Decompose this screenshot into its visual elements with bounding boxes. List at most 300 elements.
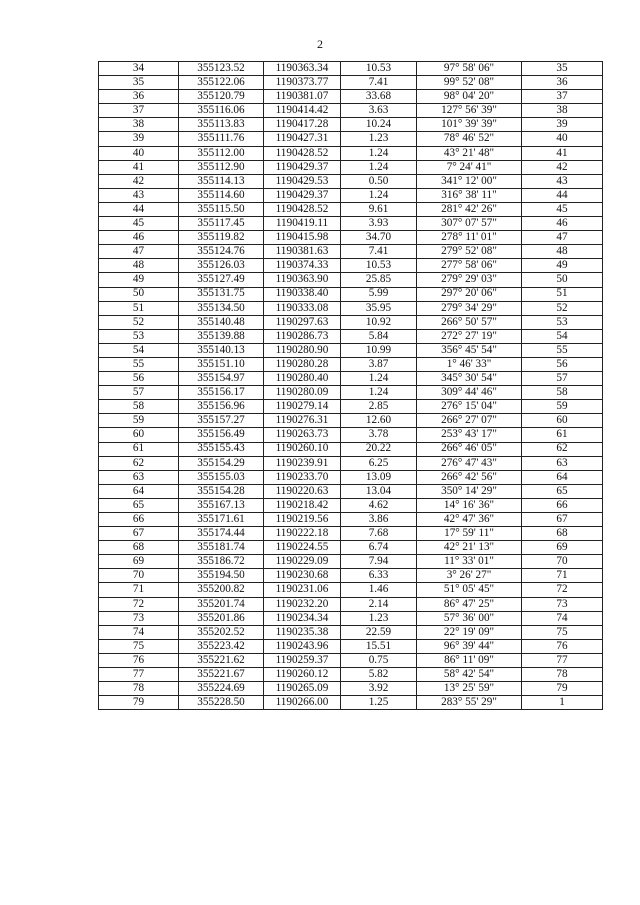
table-row (99, 498, 603, 512)
point-number-cell: 65 (99, 498, 179, 512)
y-coordinate-cell: 1190373.77 (264, 76, 341, 90)
next-point-number-cell: 78 (522, 668, 603, 682)
next-point-number-cell: 43 (522, 174, 603, 188)
next-point-number-cell: 67 (522, 513, 603, 527)
next-point-number-cell: 38 (522, 104, 603, 118)
table-row (99, 372, 603, 386)
y-coordinate-cell: 1190218.42 (264, 498, 341, 512)
next-point-number-cell: 35 (522, 62, 603, 76)
distance-cell: 0.50 (341, 174, 417, 188)
next-point-number-cell: 64 (522, 470, 603, 484)
x-coordinate-cell: 355124.76 (179, 245, 264, 259)
bearing-cell: 101° 39' 39" (417, 118, 522, 132)
next-point-number-cell: 60 (522, 414, 603, 428)
table-row (99, 569, 603, 583)
x-coordinate-cell: 355156.17 (179, 386, 264, 400)
y-coordinate-cell: 1190230.68 (264, 569, 341, 583)
distance-cell: 22.59 (341, 625, 417, 639)
x-coordinate-cell: 355126.03 (179, 259, 264, 273)
next-point-number-cell: 42 (522, 160, 603, 174)
y-coordinate-cell: 1190222.18 (264, 527, 341, 541)
table-row (99, 484, 603, 498)
distance-cell: 3.87 (341, 357, 417, 371)
bearing-cell: 266° 50' 57" (417, 315, 522, 329)
y-coordinate-cell: 1190286.73 (264, 329, 341, 343)
point-number-cell: 49 (99, 273, 179, 287)
point-number-cell: 75 (99, 639, 179, 653)
distance-cell: 3.93 (341, 217, 417, 231)
table-row (99, 442, 603, 456)
next-point-number-cell: 51 (522, 287, 603, 301)
x-coordinate-cell: 355120.79 (179, 90, 264, 104)
bearing-cell: 51° 05' 45" (417, 583, 522, 597)
point-number-cell: 38 (99, 118, 179, 132)
table-row (99, 245, 603, 259)
distance-cell: 10.53 (341, 259, 417, 273)
coordinates-table-body (99, 62, 603, 710)
y-coordinate-cell: 1190414.42 (264, 104, 341, 118)
next-point-number-cell: 55 (522, 343, 603, 357)
x-coordinate-cell: 355140.48 (179, 315, 264, 329)
point-number-cell: 40 (99, 146, 179, 160)
y-coordinate-cell: 1190428.52 (264, 146, 341, 160)
point-number-cell: 71 (99, 583, 179, 597)
y-coordinate-cell: 1190280.09 (264, 386, 341, 400)
bearing-cell: 11° 33' 01" (417, 555, 522, 569)
x-coordinate-cell: 355186.72 (179, 555, 264, 569)
point-number-cell: 57 (99, 386, 179, 400)
distance-cell: 1.24 (341, 188, 417, 202)
next-point-number-cell: 47 (522, 231, 603, 245)
point-number-cell: 63 (99, 470, 179, 484)
distance-cell: 7.68 (341, 527, 417, 541)
x-coordinate-cell: 355194.50 (179, 569, 264, 583)
point-number-cell: 46 (99, 231, 179, 245)
table-row (99, 513, 603, 527)
y-coordinate-cell: 1190280.28 (264, 357, 341, 371)
next-point-number-cell: 68 (522, 527, 603, 541)
distance-cell: 2.14 (341, 597, 417, 611)
table-row (99, 287, 603, 301)
bearing-cell: 253° 43' 17" (417, 428, 522, 442)
table-row (99, 456, 603, 470)
next-point-number-cell: 49 (522, 259, 603, 273)
x-coordinate-cell: 355228.50 (179, 696, 264, 710)
next-point-number-cell: 62 (522, 442, 603, 456)
bearing-cell: 279° 52' 08" (417, 245, 522, 259)
next-point-number-cell: 65 (522, 484, 603, 498)
bearing-cell: 1° 46' 33" (417, 357, 522, 371)
next-point-number-cell: 44 (522, 188, 603, 202)
table-row (99, 202, 603, 216)
bearing-cell: 276° 47' 43" (417, 456, 522, 470)
bearing-cell: 97° 58' 06" (417, 62, 522, 76)
distance-cell: 10.92 (341, 315, 417, 329)
table-row (99, 386, 603, 400)
table-row (99, 76, 603, 90)
x-coordinate-cell: 355123.52 (179, 62, 264, 76)
y-coordinate-cell: 1190260.12 (264, 668, 341, 682)
point-number-cell: 51 (99, 301, 179, 315)
point-number-cell: 39 (99, 132, 179, 146)
coordinates-table (98, 61, 603, 710)
table-row (99, 132, 603, 146)
table-row (99, 315, 603, 329)
bearing-cell: 276° 15' 04" (417, 400, 522, 414)
y-coordinate-cell: 1190415.98 (264, 231, 341, 245)
distance-cell: 7.41 (341, 245, 417, 259)
next-point-number-cell: 50 (522, 273, 603, 287)
x-coordinate-cell: 355114.60 (179, 188, 264, 202)
bearing-cell: 279° 29' 03" (417, 273, 522, 287)
point-number-cell: 69 (99, 555, 179, 569)
bearing-cell: 42° 47' 36" (417, 513, 522, 527)
point-number-cell: 73 (99, 611, 179, 625)
bearing-cell: 57° 36' 00" (417, 611, 522, 625)
y-coordinate-cell: 1190381.07 (264, 90, 341, 104)
y-coordinate-cell: 1190239.91 (264, 456, 341, 470)
y-coordinate-cell: 1190260.10 (264, 442, 341, 456)
distance-cell: 20.22 (341, 442, 417, 456)
table-row (99, 329, 603, 343)
distance-cell: 1.46 (341, 583, 417, 597)
distance-cell: 7.41 (341, 76, 417, 90)
table-row (99, 259, 603, 273)
table-row (99, 414, 603, 428)
table-row (99, 231, 603, 245)
distance-cell: 3.63 (341, 104, 417, 118)
next-point-number-cell: 59 (522, 400, 603, 414)
y-coordinate-cell: 1190266.00 (264, 696, 341, 710)
x-coordinate-cell: 355224.69 (179, 682, 264, 696)
point-number-cell: 54 (99, 343, 179, 357)
distance-cell: 5.82 (341, 668, 417, 682)
next-point-number-cell: 53 (522, 315, 603, 329)
point-number-cell: 37 (99, 104, 179, 118)
x-coordinate-cell: 355221.62 (179, 653, 264, 667)
point-number-cell: 41 (99, 160, 179, 174)
table-row (99, 357, 603, 371)
y-coordinate-cell: 1190235.38 (264, 625, 341, 639)
distance-cell: 3.78 (341, 428, 417, 442)
y-coordinate-cell: 1190429.37 (264, 188, 341, 202)
bearing-cell: 43° 21' 48" (417, 146, 522, 160)
bearing-cell: 356° 45' 54" (417, 343, 522, 357)
bearing-cell: 98° 04' 20" (417, 90, 522, 104)
distance-cell: 1.24 (341, 160, 417, 174)
x-coordinate-cell: 355221.67 (179, 668, 264, 682)
next-point-number-cell: 46 (522, 217, 603, 231)
y-coordinate-cell: 1190259.37 (264, 653, 341, 667)
table-row (99, 653, 603, 667)
point-number-cell: 72 (99, 597, 179, 611)
point-number-cell: 42 (99, 174, 179, 188)
distance-cell: 5.84 (341, 329, 417, 343)
y-coordinate-cell: 1190338.40 (264, 287, 341, 301)
y-coordinate-cell: 1190220.63 (264, 484, 341, 498)
bearing-cell: 3° 26' 27" (417, 569, 522, 583)
next-point-number-cell: 73 (522, 597, 603, 611)
point-number-cell: 43 (99, 188, 179, 202)
x-coordinate-cell: 355112.90 (179, 160, 264, 174)
table-row (99, 696, 603, 710)
table-row (99, 62, 603, 76)
distance-cell: 12.60 (341, 414, 417, 428)
point-number-cell: 56 (99, 372, 179, 386)
next-point-number-cell: 61 (522, 428, 603, 442)
distance-cell: 1.24 (341, 146, 417, 160)
point-number-cell: 47 (99, 245, 179, 259)
next-point-number-cell: 36 (522, 76, 603, 90)
x-coordinate-cell: 355154.29 (179, 456, 264, 470)
next-point-number-cell: 72 (522, 583, 603, 597)
table-row (99, 583, 603, 597)
next-point-number-cell: 52 (522, 301, 603, 315)
y-coordinate-cell: 1190219.56 (264, 513, 341, 527)
bearing-cell: 22° 19' 09" (417, 625, 522, 639)
bearing-cell: 127° 56' 39" (417, 104, 522, 118)
distance-cell: 3.86 (341, 513, 417, 527)
next-point-number-cell: 70 (522, 555, 603, 569)
point-number-cell: 44 (99, 202, 179, 216)
bearing-cell: 350° 14' 29" (417, 484, 522, 498)
y-coordinate-cell: 1190229.09 (264, 555, 341, 569)
next-point-number-cell: 66 (522, 498, 603, 512)
bearing-cell: 283° 55' 29" (417, 696, 522, 710)
bearing-cell: 297° 20' 06" (417, 287, 522, 301)
point-number-cell: 74 (99, 625, 179, 639)
x-coordinate-cell: 355156.96 (179, 400, 264, 414)
point-number-cell: 66 (99, 513, 179, 527)
x-coordinate-cell: 355201.74 (179, 597, 264, 611)
x-coordinate-cell: 355114.13 (179, 174, 264, 188)
y-coordinate-cell: 1190428.52 (264, 202, 341, 216)
distance-cell: 35.95 (341, 301, 417, 315)
x-coordinate-cell: 355122.06 (179, 76, 264, 90)
table-row (99, 639, 603, 653)
bearing-cell: 266° 46' 05" (417, 442, 522, 456)
point-number-cell: 61 (99, 442, 179, 456)
x-coordinate-cell: 355127.49 (179, 273, 264, 287)
table-row (99, 118, 603, 132)
distance-cell: 6.33 (341, 569, 417, 583)
bearing-cell: 281° 42' 26" (417, 202, 522, 216)
y-coordinate-cell: 1190417.28 (264, 118, 341, 132)
bearing-cell: 316° 38' 11" (417, 188, 522, 202)
distance-cell: 3.92 (341, 682, 417, 696)
x-coordinate-cell: 355116.06 (179, 104, 264, 118)
point-number-cell: 64 (99, 484, 179, 498)
distance-cell: 15.51 (341, 639, 417, 653)
table-row (99, 682, 603, 696)
bearing-cell: 7° 24' 41" (417, 160, 522, 174)
distance-cell: 25.85 (341, 273, 417, 287)
point-number-cell: 45 (99, 217, 179, 231)
x-coordinate-cell: 355111.76 (179, 132, 264, 146)
next-point-number-cell: 71 (522, 569, 603, 583)
y-coordinate-cell: 1190363.90 (264, 273, 341, 287)
y-coordinate-cell: 1190224.55 (264, 541, 341, 555)
next-point-number-cell: 39 (522, 118, 603, 132)
distance-cell: 4.62 (341, 498, 417, 512)
y-coordinate-cell: 1190429.37 (264, 160, 341, 174)
table-row (99, 400, 603, 414)
bearing-cell: 345° 30' 54" (417, 372, 522, 386)
table-row (99, 668, 603, 682)
point-number-cell: 50 (99, 287, 179, 301)
table-row (99, 217, 603, 231)
point-number-cell: 70 (99, 569, 179, 583)
table-row (99, 160, 603, 174)
distance-cell: 6.74 (341, 541, 417, 555)
y-coordinate-cell: 1190280.90 (264, 343, 341, 357)
x-coordinate-cell: 355156.49 (179, 428, 264, 442)
next-point-number-cell: 45 (522, 202, 603, 216)
table-row (99, 90, 603, 104)
x-coordinate-cell: 355202.52 (179, 625, 264, 639)
distance-cell: 6.25 (341, 456, 417, 470)
bearing-cell: 277° 58' 06" (417, 259, 522, 273)
distance-cell: 1.23 (341, 132, 417, 146)
y-coordinate-cell: 1190427.31 (264, 132, 341, 146)
next-point-number-cell: 75 (522, 625, 603, 639)
x-coordinate-cell: 355154.97 (179, 372, 264, 386)
x-coordinate-cell: 355112.00 (179, 146, 264, 160)
distance-cell: 7.94 (341, 555, 417, 569)
next-point-number-cell: 41 (522, 146, 603, 160)
next-point-number-cell: 58 (522, 386, 603, 400)
y-coordinate-cell: 1190231.06 (264, 583, 341, 597)
x-coordinate-cell: 355155.43 (179, 442, 264, 456)
bearing-cell: 272° 27' 19" (417, 329, 522, 343)
x-coordinate-cell: 355140.13 (179, 343, 264, 357)
y-coordinate-cell: 1190243.96 (264, 639, 341, 653)
next-point-number-cell: 76 (522, 639, 603, 653)
distance-cell: 1.25 (341, 696, 417, 710)
distance-cell: 10.24 (341, 118, 417, 132)
table-row (99, 625, 603, 639)
y-coordinate-cell: 1190276.31 (264, 414, 341, 428)
x-coordinate-cell: 355157.27 (179, 414, 264, 428)
x-coordinate-cell: 355139.88 (179, 329, 264, 343)
point-number-cell: 53 (99, 329, 179, 343)
bearing-cell: 96° 39' 44" (417, 639, 522, 653)
distance-cell: 13.09 (341, 470, 417, 484)
next-point-number-cell: 54 (522, 329, 603, 343)
x-coordinate-cell: 355115.50 (179, 202, 264, 216)
bearing-cell: 13° 25' 59" (417, 682, 522, 696)
y-coordinate-cell: 1190234.34 (264, 611, 341, 625)
x-coordinate-cell: 355131.75 (179, 287, 264, 301)
table-row (99, 541, 603, 555)
point-number-cell: 68 (99, 541, 179, 555)
table-row (99, 611, 603, 625)
y-coordinate-cell: 1190419.11 (264, 217, 341, 231)
x-coordinate-cell: 355119.82 (179, 231, 264, 245)
bearing-cell: 266° 27' 07" (417, 414, 522, 428)
bearing-cell: 278° 11' 01" (417, 231, 522, 245)
next-point-number-cell: 37 (522, 90, 603, 104)
point-number-cell: 67 (99, 527, 179, 541)
bearing-cell: 86° 11' 09" (417, 653, 522, 667)
table-row (99, 428, 603, 442)
next-point-number-cell: 1 (522, 696, 603, 710)
point-number-cell: 34 (99, 62, 179, 76)
bearing-cell: 42° 21' 13" (417, 541, 522, 555)
table-row (99, 188, 603, 202)
table-row (99, 146, 603, 160)
x-coordinate-cell: 355134.50 (179, 301, 264, 315)
next-point-number-cell: 48 (522, 245, 603, 259)
x-coordinate-cell: 355171.61 (179, 513, 264, 527)
bearing-cell: 309° 44' 46" (417, 386, 522, 400)
table-row (99, 470, 603, 484)
y-coordinate-cell: 1190374.33 (264, 259, 341, 273)
distance-cell: 2.85 (341, 400, 417, 414)
next-point-number-cell: 74 (522, 611, 603, 625)
point-number-cell: 62 (99, 456, 179, 470)
next-point-number-cell: 79 (522, 682, 603, 696)
distance-cell: 0.75 (341, 653, 417, 667)
distance-cell: 1.23 (341, 611, 417, 625)
table-row (99, 527, 603, 541)
table-row (99, 104, 603, 118)
x-coordinate-cell: 355155.03 (179, 470, 264, 484)
y-coordinate-cell: 1190265.09 (264, 682, 341, 696)
distance-cell: 34.70 (341, 231, 417, 245)
bearing-cell: 78° 46' 52" (417, 132, 522, 146)
y-coordinate-cell: 1190279.14 (264, 400, 341, 414)
x-coordinate-cell: 355223.42 (179, 639, 264, 653)
y-coordinate-cell: 1190333.08 (264, 301, 341, 315)
distance-cell: 13.04 (341, 484, 417, 498)
distance-cell: 9.61 (341, 202, 417, 216)
point-number-cell: 58 (99, 400, 179, 414)
y-coordinate-cell: 1190363.34 (264, 62, 341, 76)
distance-cell: 10.53 (341, 62, 417, 76)
y-coordinate-cell: 1190263.73 (264, 428, 341, 442)
y-coordinate-cell: 1190280.40 (264, 372, 341, 386)
y-coordinate-cell: 1190381.63 (264, 245, 341, 259)
point-number-cell: 60 (99, 428, 179, 442)
point-number-cell: 55 (99, 357, 179, 371)
x-coordinate-cell: 355117.45 (179, 217, 264, 231)
bearing-cell: 99° 52' 08" (417, 76, 522, 90)
next-point-number-cell: 56 (522, 357, 603, 371)
point-number-cell: 78 (99, 682, 179, 696)
bearing-cell: 86° 47' 25" (417, 597, 522, 611)
next-point-number-cell: 77 (522, 653, 603, 667)
y-coordinate-cell: 1190233.70 (264, 470, 341, 484)
distance-cell: 1.24 (341, 386, 417, 400)
point-number-cell: 79 (99, 696, 179, 710)
x-coordinate-cell: 355154.28 (179, 484, 264, 498)
bearing-cell: 58° 42' 54" (417, 668, 522, 682)
point-number-cell: 35 (99, 76, 179, 90)
x-coordinate-cell: 355167.13 (179, 498, 264, 512)
x-coordinate-cell: 355200.82 (179, 583, 264, 597)
next-point-number-cell: 69 (522, 541, 603, 555)
table-row (99, 174, 603, 188)
bearing-cell: 266° 42' 56" (417, 470, 522, 484)
point-number-cell: 76 (99, 653, 179, 667)
next-point-number-cell: 57 (522, 372, 603, 386)
point-number-cell: 48 (99, 259, 179, 273)
table-row (99, 597, 603, 611)
x-coordinate-cell: 355201.86 (179, 611, 264, 625)
next-point-number-cell: 63 (522, 456, 603, 470)
y-coordinate-cell: 1190297.63 (264, 315, 341, 329)
